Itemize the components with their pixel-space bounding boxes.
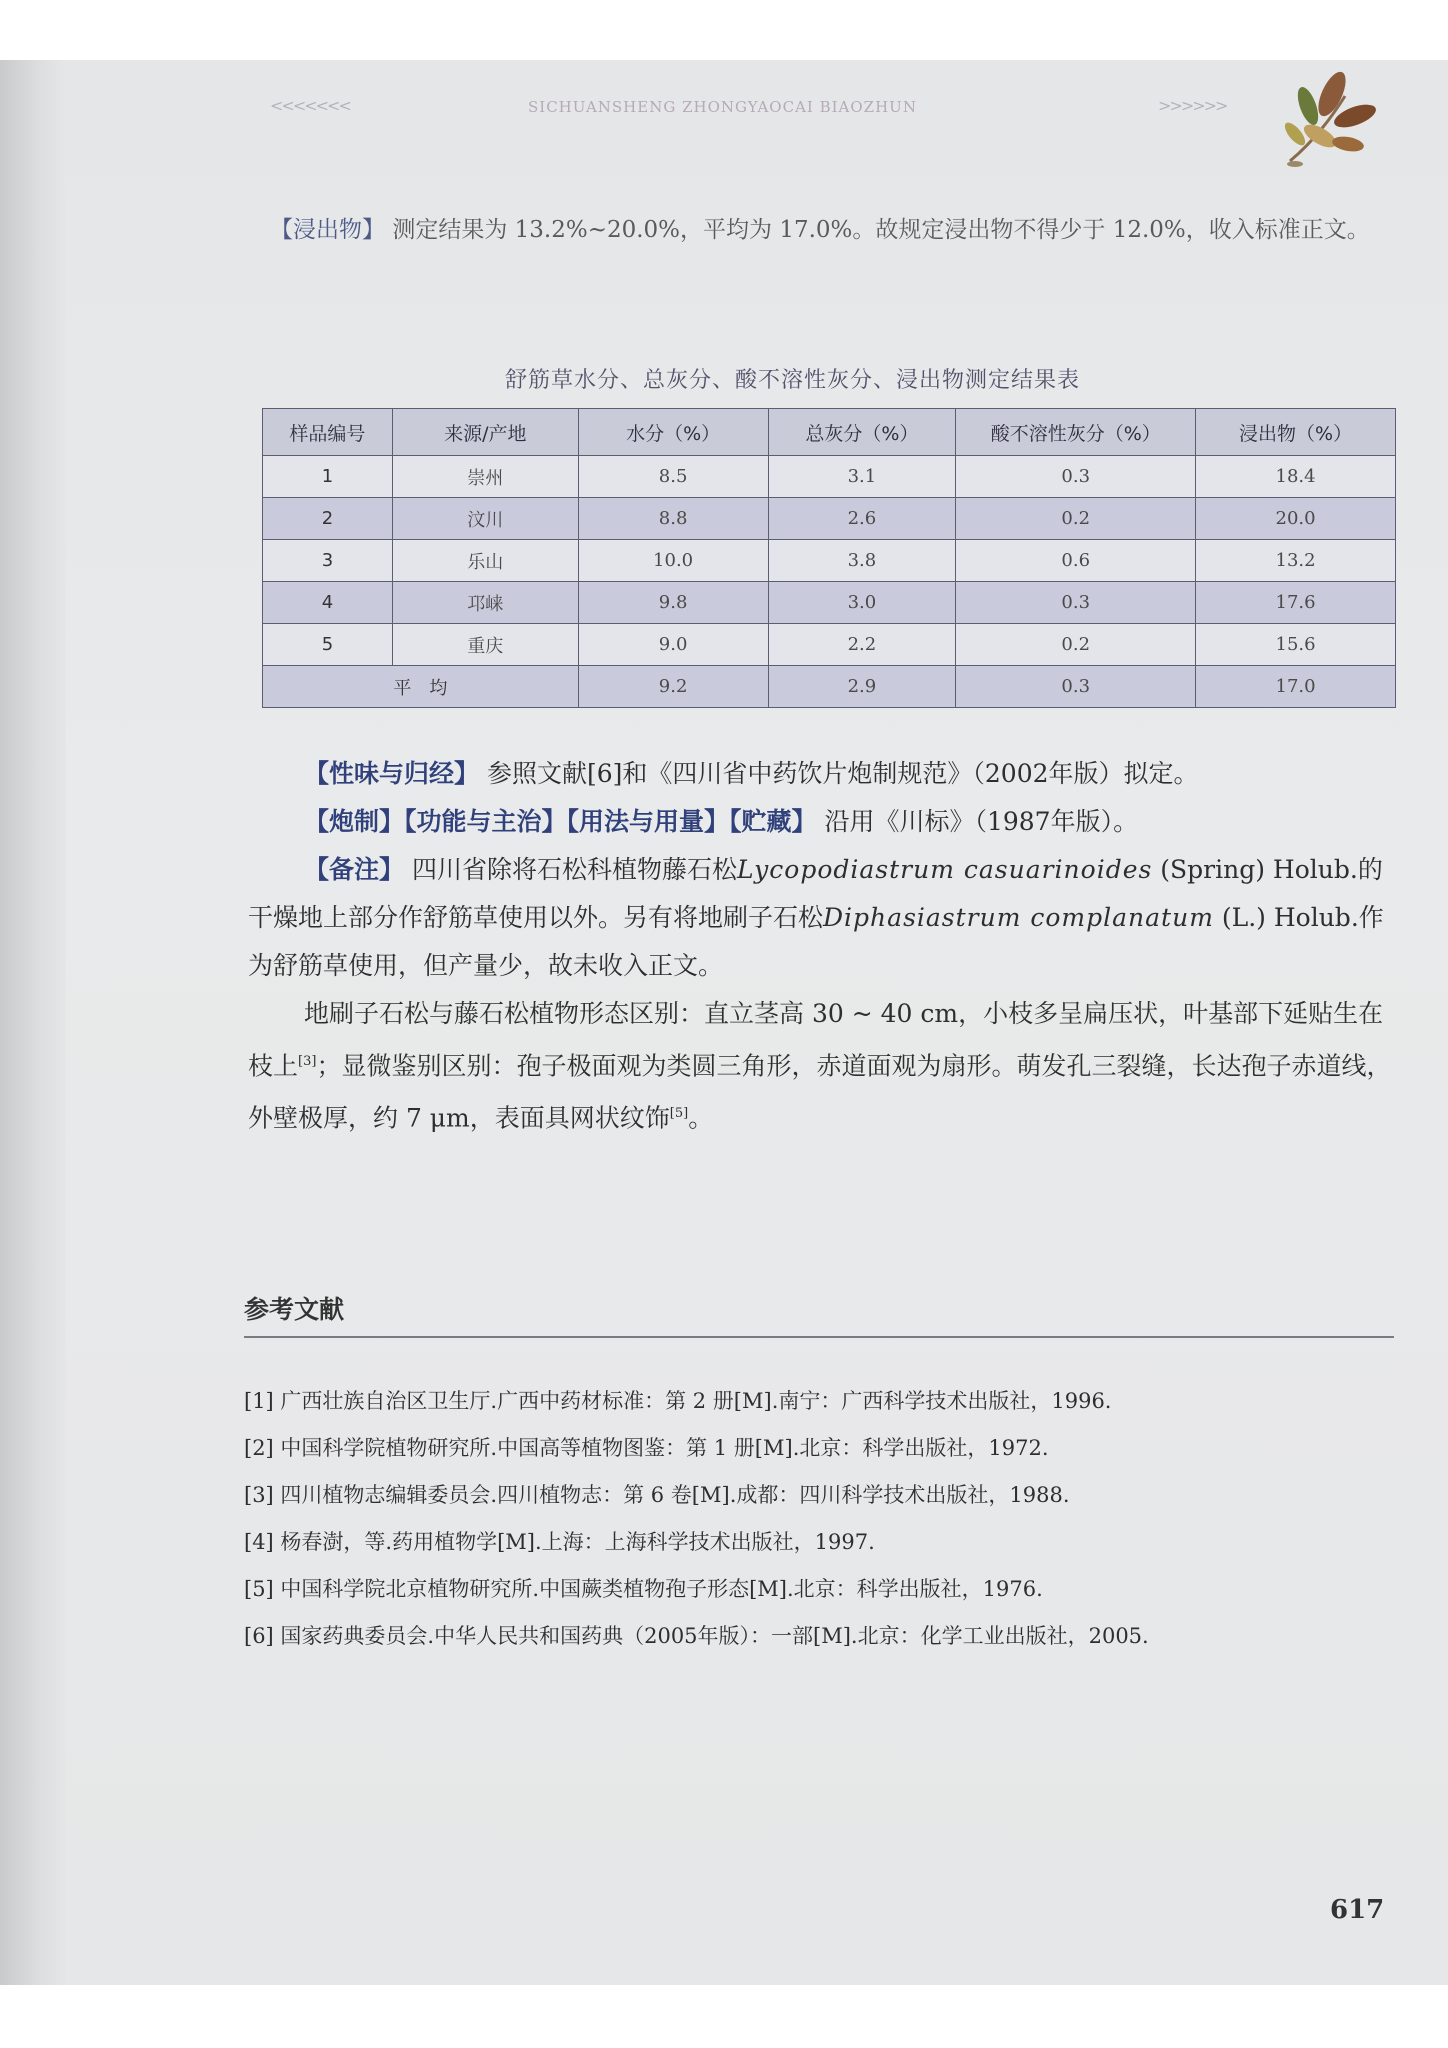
reference-item: [3] 四川植物志编辑委员会.四川植物志：第 6 卷[M].成都：四川科学技术出版社，1988. (244, 1483, 1070, 1507)
morph-text-1: 地刷子石松与藤石松植物形态区别：直立茎高 30 ~ 40 cm，小枝多呈扁压状，叶基部下延贴生在枝上 (248, 999, 1384, 1081)
cell-extract: 17.6 (1196, 582, 1396, 624)
cell-extract: 20.0 (1196, 498, 1396, 540)
beizhu-text-2: (Spring) Holub.的干燥地上部分作舒筋草使用以外。另有将地刷子石松 (248, 855, 1383, 932)
cell-average-label: 平 均 (263, 666, 579, 708)
reference-item: [4] 杨春澍，等.药用植物学[M].上海：上海科学技术出版社，1997. (244, 1530, 875, 1554)
cell-sample-no: 2 (263, 498, 393, 540)
references-divider (244, 1336, 1394, 1338)
cell-acid-insoluble-ash: 0.6 (956, 540, 1196, 582)
table-average-row (263, 666, 1396, 708)
cell-acid-insoluble-ash: 0.2 (956, 498, 1196, 540)
extract-label: 【浸出物】 (270, 217, 385, 243)
cell-avg-extract: 17.0 (1196, 666, 1396, 708)
reference-item: [1] 广西壮族自治区卫生厅.广西中药材标准：第 2 册[M].南宁：广西科学技术出版社，1996. (244, 1389, 1112, 1413)
header-moisture: 水分（%） (578, 409, 768, 456)
cell-total-ash: 3.0 (768, 582, 956, 624)
paozhi-text: 沿用《川标》（1987年版）。 (824, 807, 1139, 836)
reference-item: [2] 中国科学院植物研究所.中国高等植物图鉴：第 1 册[M].北京：科学出版社，1972. (244, 1436, 1049, 1460)
body-text (248, 750, 1398, 1143)
paozhi-paragraph (248, 798, 1398, 846)
header-arrows-left: <<<<<<< (270, 96, 350, 115)
xingwei-label: 【性味与归经】 (304, 759, 480, 788)
beizhu-latin-1: Lycopodiastrum casuarinoides (736, 855, 1153, 884)
running-header (0, 96, 1448, 126)
cell-sample-no: 5 (263, 624, 393, 666)
cell-avg-total-ash: 2.9 (768, 666, 956, 708)
cell-total-ash: 2.2 (768, 624, 956, 666)
morph-text-2: ；显微鉴别区别：孢子极面观为类圆三角形，赤道面观为扇形。萌发孔三裂缝，长达孢子赤道线，外壁极厚，约 7 μm，表面具网状纹饰 (248, 1051, 1392, 1133)
reference-item: [5] 中国科学院北京植物研究所.中国蕨类植物孢子形态[M].北京：科学出版社，1976. (244, 1577, 1043, 1601)
cell-moisture: 9.8 (578, 582, 768, 624)
running-title: SICHUANSHENG ZHONGYAOCAI BIAOZHUN (528, 98, 917, 116)
cell-origin: 重庆 (392, 624, 578, 666)
cell-extract: 15.6 (1196, 624, 1396, 666)
table-title: 舒筋草水分、总灰分、酸不溶性灰分、浸出物测定结果表 (505, 368, 1081, 393)
table-row (263, 624, 1396, 666)
cell-avg-moisture: 9.2 (578, 666, 768, 708)
cell-sample-no: 3 (263, 540, 393, 582)
cell-total-ash: 3.1 (768, 456, 956, 498)
book-spine-shadow (0, 60, 66, 1985)
header-total-ash: 总灰分（%） (768, 409, 956, 456)
morph-text-3: 。 (688, 1103, 714, 1133)
cell-extract: 13.2 (1196, 540, 1396, 582)
cell-sample-no: 4 (263, 582, 393, 624)
table-header-row (263, 409, 1396, 456)
cell-total-ash: 2.6 (768, 498, 956, 540)
beizhu-text-3: (L.) Holub.作为舒筋草使用，但产量少，故未收入正文。 (248, 903, 1384, 980)
extract-paragraph (270, 207, 1380, 253)
beizhu-paragraph (248, 846, 1398, 990)
cell-moisture: 9.0 (578, 624, 768, 666)
cell-avg-acid-insoluble-ash: 0.3 (956, 666, 1196, 708)
header-extract: 浸出物（%） (1196, 409, 1396, 456)
xingwei-text: 参照文献[6]和《四川省中药饮片炮制规范》（2002年版）拟定。 (486, 759, 1199, 788)
cell-origin: 邛崃 (392, 582, 578, 624)
paozhi-label: 【炮制】【功能与主治】【用法与用量】【贮藏】 (304, 807, 817, 836)
table-row (263, 456, 1396, 498)
cell-acid-insoluble-ash: 0.2 (956, 624, 1196, 666)
beizhu-latin-2: Diphasiastrum complanatum (823, 903, 1214, 932)
results-table (262, 408, 1396, 708)
beizhu-label: 【备注】 (304, 855, 405, 884)
table-row (263, 498, 1396, 540)
leaf-logo-icon (1270, 66, 1380, 176)
cell-origin: 崇州 (392, 456, 578, 498)
cell-extract: 18.4 (1196, 456, 1396, 498)
cell-acid-insoluble-ash: 0.3 (956, 582, 1196, 624)
table-row (263, 582, 1396, 624)
xingwei-paragraph (248, 750, 1398, 798)
extract-text: 测定结果为 13.2%~20.0%，平均为 17.0%。故规定浸出物不得少于 12.0%，收入标准正文。 (392, 217, 1370, 243)
cell-acid-insoluble-ash: 0.3 (956, 456, 1196, 498)
header-arrows-right: >>>>>> (1158, 96, 1227, 115)
beizhu-text-1: 四川省除将石松科植物藤石松 (411, 855, 737, 884)
header-acid-insoluble-ash: 酸不溶性灰分（%） (956, 409, 1196, 456)
references-list (244, 1378, 1394, 1660)
cell-total-ash: 3.8 (768, 540, 956, 582)
cell-moisture: 8.8 (578, 498, 768, 540)
morphology-paragraph (248, 990, 1398, 1143)
cell-moisture: 10.0 (578, 540, 768, 582)
header-sample-no: 样品编号 (263, 409, 393, 456)
references-heading: 参考文献 (244, 1295, 345, 1324)
reference-item: [6] 国家药典委员会.中华人民共和国药典（2005年版）：一部[M].北京：化学工业出版社，2005. (244, 1624, 1149, 1648)
page-number: 617 (1330, 1895, 1385, 1925)
citation-5: [5] (669, 1106, 689, 1122)
citation-3: [3] (298, 1054, 317, 1069)
header-origin: 来源/产地 (392, 409, 578, 456)
cell-moisture: 8.5 (578, 456, 768, 498)
cell-origin: 乐山 (392, 540, 578, 582)
cell-sample-no: 1 (263, 456, 393, 498)
table-row (263, 540, 1396, 582)
cell-origin: 汶川 (392, 498, 578, 540)
